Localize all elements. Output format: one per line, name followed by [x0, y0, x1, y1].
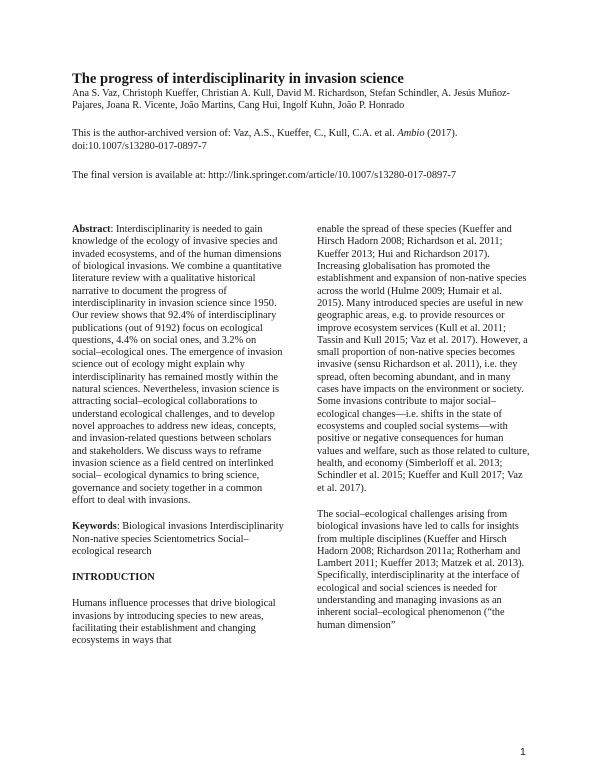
body-paragraph-2: The social–ecological challenges arising from biological invasions have led to calls for insights from multiple disciplines (Kueffer and Hirsch Hadorn 2008; Richardson 2011a; Rotherham and Lambert 2011; Kueffer 2013; Matzek et al. 2013). Specifically, interdisciplinarity at the interface of ecological and social sciences is needed for understanding and managing invasions as an inherent social–ecological phenomenon (“the human dimension” — [317, 508, 525, 631]
left-column — [72, 224, 286, 648]
section-heading-introduction: INTRODUCTION — [72, 572, 155, 584]
paper-title: The progress of interdisciplinarity in invasion science — [72, 71, 404, 87]
abstract-text: : Interdisciplinarity is needed to gain knowledge of the ecology of invasive species and invaded ecosystems, and of the human dimensions of biological invasions. We combine a quantitative literature review with a qualitative historical narrative to document the progress of interdisciplinarity in invasion science since 1950. Our review shows that 92.4% of interdisciplinary publications (out of 9192) focus on ecological questions, 4.4% on social ones, and 3.2% on social–ecological ones. The emergence of invasion science out of ecology might explain why interdisciplinarity has remained mostly within the natural sciences. Nevertheless, invasion science is attracting social–ecological collaborations to understand ecological challenges, and to develop novel approaches to address new ideas, concepts, and invasion-related questions between scholars and stakeholders. We discuss ways to reframe invasion science as a field centred on interlinked social– ecological dynamics to bring science, governance and society together in a common effort to deal with invasions. — [72, 224, 283, 506]
abstract — [72, 224, 286, 507]
keywords-text: : Biological invasions Interdisciplinarity Non-native species Scientometrics Social–ecological research — [72, 521, 284, 557]
doi-link[interactable]: doi:10.1007/s13280-017-0897-7 — [72, 140, 207, 152]
intro-paragraph: Humans influence processes that drive biological invasions by introducing species to new areas, facilitating their establishment and changing ecosystems in ways that — [72, 598, 276, 647]
archived-year: (2017). — [427, 128, 458, 139]
author-list: Ana S. Vaz, Christoph Kueffer, Christian A. Kull, David M. Richardson, Stefan Schindler, A. Jesús Muñoz-Pajares, Joana R. Vicente, João Martins, Cang Hui, Ingolf Kuhn, João P. Honrado — [72, 88, 510, 112]
abstract-label: Abstract — [72, 224, 111, 235]
archived-citation: This is the author-archived version of: Vaz, A.S., Kueffer, C., Kull, C.A. et al. — [72, 128, 395, 139]
body-paragraph-1: enable the spread of these species (Kueffer and Hirsch Hadorn 2008; Richardson et al. 2011; Kueffer 2013; Hui and Richardson 2017). Increasing globalisation has promoted the establishment and expansion of non-native species across the world (Hulme 2009; Humair et al. 2015). Many introduced species are useful in new geographic areas, e.g. to provide resources or improve ecosystem services (Kull et al. 2011; Tassin and Kull 2015; Vaz et al. 2017). However, a small proportion of non-native species becomes invasive (sensu Richardson et al. 2011), i.e. they spread, often becoming abundant, and in many cases have impacts on the environment or society. Some invasions contribute to major social–ecological changes—i.e. shifts in the state of ecosystems and coupled social systems—with positive or negative consequences for human values and welfare, such as those related to culture, health, and economy (Simberloff et al. 2013; Schindler et al. 2015; Kueffer and Kull 2017; Vaz et al. 2017). — [317, 224, 530, 494]
page-number: 1 — [520, 747, 526, 758]
final-version-note[interactable]: The final version is available at: http://link.springer.com/article/10.1007/s13280-017-0897-7 — [72, 170, 457, 181]
keywords-label: Keywords — [72, 521, 117, 533]
keywords — [72, 521, 286, 558]
journal-name: Ambio — [397, 128, 425, 139]
right-column — [317, 224, 531, 632]
archived-version-note — [72, 128, 542, 153]
